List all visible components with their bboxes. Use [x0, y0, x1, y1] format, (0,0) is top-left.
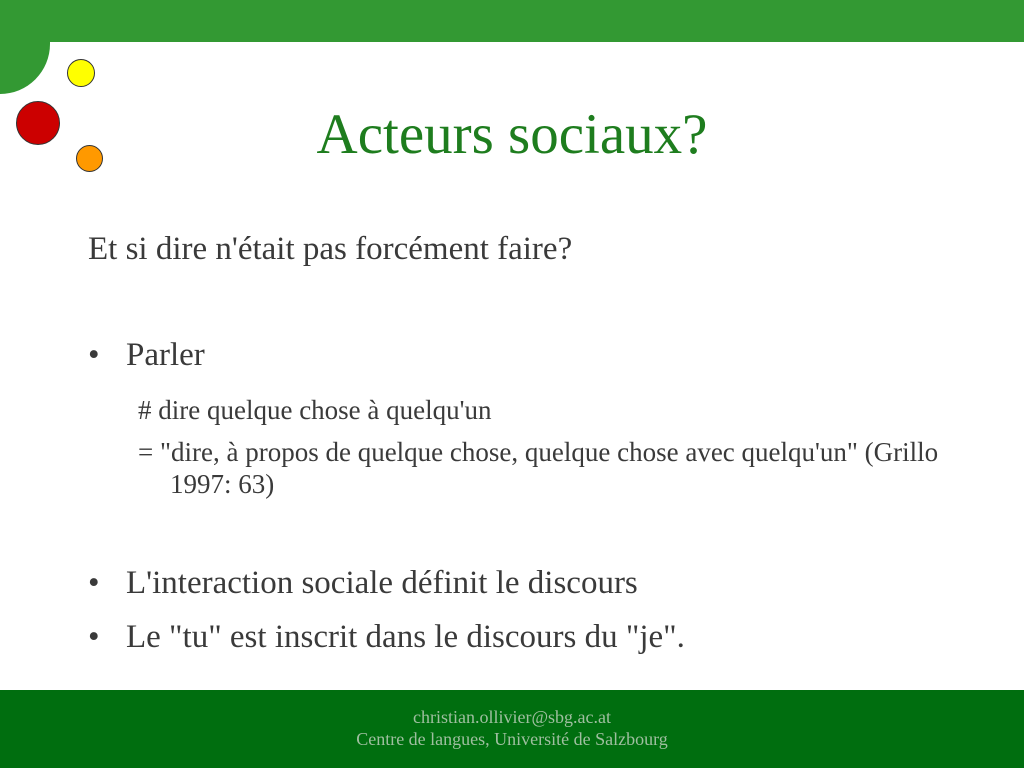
- bullet-text: Parler: [126, 337, 205, 373]
- slide-title: Acteurs sociaux?: [316, 103, 708, 166]
- sub-item-definition: = "dire, à propos de quelque chose, quelque chose avec quelqu'un" (Grillo 1997: 63): [138, 437, 939, 499]
- sub-item-dire: # dire quelque chose à quelqu'un: [138, 395, 492, 425]
- bullet-mark: •: [88, 619, 100, 655]
- bullet-mark: •: [88, 337, 100, 373]
- footer-email: christian.ollivier@sbg.ac.at: [412, 707, 612, 727]
- slide-content: [88, 226, 968, 660]
- bullet-text: Le "tu" est inscrit dans le discours du "je".: [126, 619, 685, 655]
- footer-text: [0, 706, 1024, 750]
- bullet-item-parler: [88, 332, 968, 378]
- intro-text: Et si dire n'était pas forcément faire?: [88, 231, 573, 267]
- bullet-item-tu-je: [88, 614, 968, 660]
- corner-decoration: [0, 0, 50, 94]
- yellow-dot-decoration: [67, 59, 95, 87]
- bullet-item-interaction: [88, 560, 968, 606]
- footer-institution: Centre de langues, Université de Salzbourg: [356, 729, 668, 749]
- top-bar: [0, 0, 1024, 42]
- footer-bar: [0, 690, 1024, 768]
- bullet-mark: •: [88, 565, 100, 601]
- bullet-text: L'interaction sociale définit le discours: [126, 565, 638, 601]
